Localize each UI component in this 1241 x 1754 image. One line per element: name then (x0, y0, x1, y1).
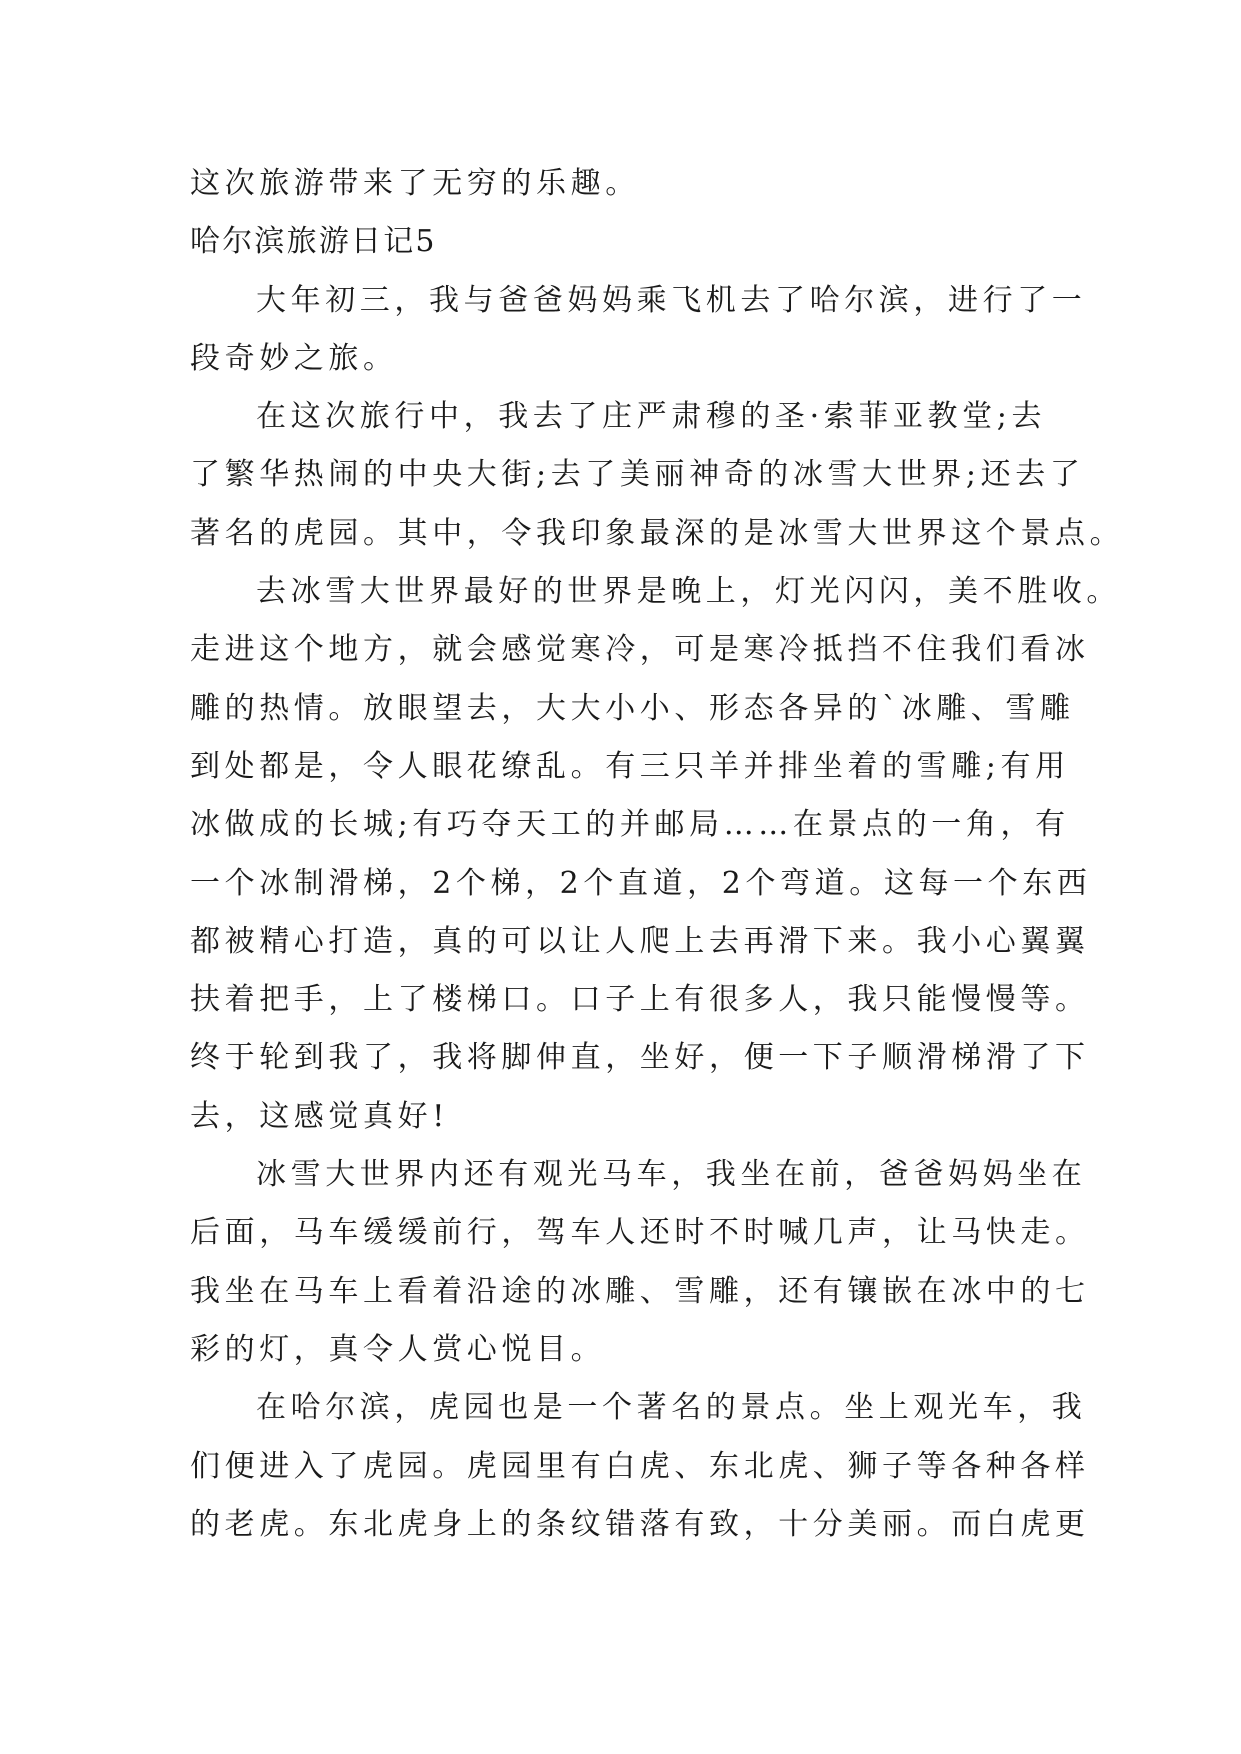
paragraph-first-line: 去冰雪大世界最好的世界是晚上，灯光闪闪，美不胜收。 (256, 574, 1121, 610)
text-line: 我坐在马车上看着沿途的冰雕、雪雕，还有镶嵌在冰中的七 (190, 1273, 1090, 1309)
text-line: 去，这感觉真好! (190, 1098, 449, 1134)
paragraph-first-line: 在这次旅行中，我去了庄严肃穆的圣·索菲亚教堂;去 (256, 399, 1047, 435)
document-body (190, 155, 1125, 1554)
text-line: 段奇妙之旅。 (190, 340, 398, 376)
text-line: 这次旅游带来了无穷的乐趣。 (190, 166, 640, 201)
text-line: 终于轮到我了，我将脚伸直，坐好，便一下子顺滑梯滑了下 (190, 1040, 1090, 1076)
text-line: 冰做成的长城;有巧夺天工的并邮局……在景点的一角，有 (190, 807, 1070, 843)
text-line: 到处都是，令人眼花缭乱。有三只羊并排坐着的雪雕;有用 (190, 748, 1070, 784)
section-heading: 哈尔滨旅游日记5 (190, 224, 437, 260)
text-line: 们便进入了虎园。虎园里有白虎、东北虎、狮子等各种各样 (190, 1448, 1090, 1484)
text-line: 著名的虎园。其中，令我印象最深的是冰雪大世界这个景点。 (190, 515, 1125, 551)
text-line: 彩的灯，真令人赏心悦目。 (190, 1331, 606, 1367)
text-line: 扶着把手，上了楼梯口。口子上有很多人，我只能慢慢等。 (190, 982, 1090, 1018)
text-line: 后面，马车缓缓前行，驾车人还时不时喊几声，让马快走。 (190, 1215, 1090, 1251)
text-line: 雕的热情。放眼望去，大大小小、形态各异的`冰雕、雪雕 (190, 690, 1075, 726)
text-line: 都被精心打造，真的可以让人爬上去再滑下来。我小心翼翼 (190, 923, 1090, 959)
text-line: 走进这个地方，就会感觉寒冷，可是寒冷抵挡不住我们看冰 (190, 632, 1090, 668)
paragraph-first-line: 在哈尔滨，虎园也是一个著名的景点。坐上观光车，我 (256, 1390, 1087, 1426)
paragraph-first-line: 冰雪大世界内还有观光马车，我坐在前，爸爸妈妈坐在 (256, 1157, 1087, 1193)
text-line: 一个冰制滑梯，2个梯，2个直道，2个弯道。这每一个东西 (190, 865, 1092, 901)
text-line: 的老虎。东北虎身上的条纹错落有致，十分美丽。而白虎更 (190, 1506, 1090, 1542)
paragraph-first-line: 大年初三，我与爸爸妈妈乘飞机去了哈尔滨，进行了一 (256, 282, 1087, 318)
text-line: 了繁华热闹的中央大街;去了美丽神奇的冰雪大世界;还去了 (190, 457, 1085, 493)
